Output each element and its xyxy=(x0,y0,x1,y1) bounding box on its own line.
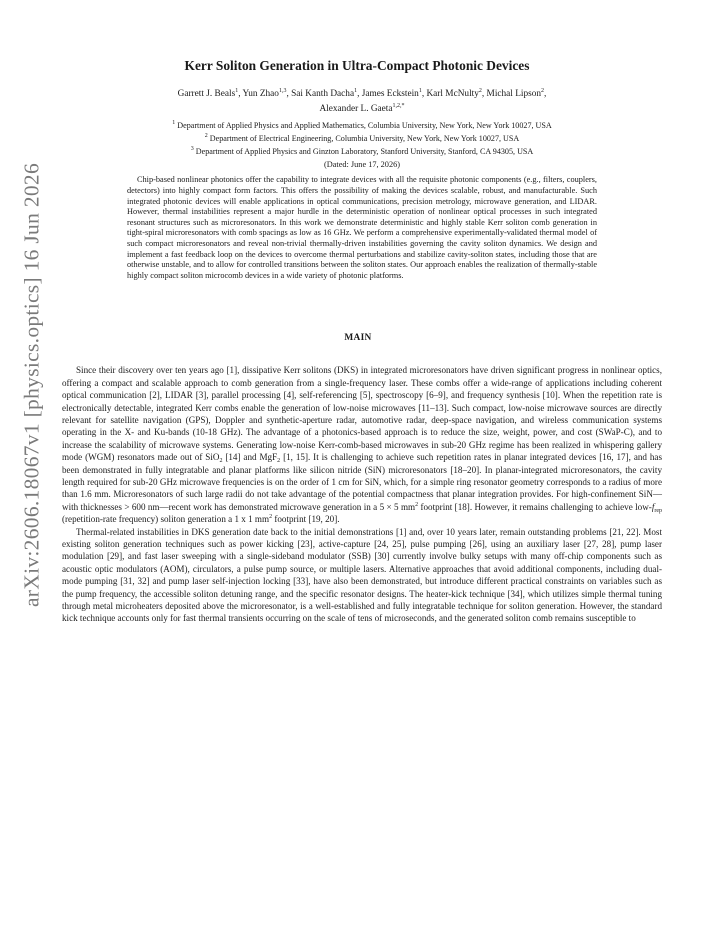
author: Garrett J. Beals$^1$ xyxy=(177,88,239,99)
paper-page xyxy=(62,58,662,625)
body-paragraph: Thermal-related instabilities in DKS generation date back to the initial demonstrations [1] and, over 10 years later, remain outstanding problems [21, 22]. Most existing soliton generation techniques such as power kicking [23], active-capture [24, 25], pulse pumping [26], using an auxiliary laser [27, 28], pump laser modulation [29], and fast laser sweeping with a single-sideband modulator (SSB) [30] currently involve bulky setups with many off-chip components such as acoustic optic modulators (AOM), circulators, a pulse pump source, or multiple lasers. Alternative approaches that avoid additional components, including dual-mode pumping [31, 32] and pump laser self-injection locking [33], have also been demonstrated, but introduce different practical constraints on variables such as the pump frequency, the accessible soliton detuning range, and the specific resonator designs. The heater-kick technique [34], which utilizes simple thermal tuning through metal microheaters deposited above the microresonator, is a well-established and fully integratable technique for soliton generation. However, the standard kick technique accounts only for fast thermal transients occurring on the scale of tens of microseconds, and the generated soliton comb remains susceptible to xyxy=(62,526,662,624)
dated-line: (Dated: June 17, 2026) xyxy=(323,160,401,170)
author-list: Garrett J. Beals$^1$, Yun Zhao$^{1,3}$, Sai Kanth Dacha$^1$, James Eckstein$^1$, Karl McNulty$^2$, Michal Lipson$^2$, Alexander L. Gaeta$^{1,2,*}$ xyxy=(177,88,547,114)
affiliation: $^2$ Department of Electrical Engineering, Columbia University, New York, New York 10027, USA xyxy=(204,132,520,143)
abstract: Chip-based nonlinear photonics offer the capability to integrate devices with all the requisite photonic components (e.g., filters, couplers, detectors) into highly compact form factors. This offers the possibility of making the devices scalable, robust, and manufacturable. Such integrated photonic devices will enable applications in optical communications, precision metrology, microwave generation, and LIDAR. However, thermal instabilities represent a major hurdle in the deterministic operation of nonlinear optical processes in such integrated resonant structures such as microresonators. In this work we demonstrate deterministic and highly stable Kerr soliton comb generation in tight-spiral microresonators with comb spacings as low as 16 GHz. We perform a comprehensive experimentally-validated thermal model of such compact microresonators and reveal non-trivial thermally-driven instabilities governing the cavity soliton dynamics. We design and implement a fast feedback loop on the devices to overcome thermal perturbations and stabilize cavity-soliton states, including those that are otherwise unstable, and to allow for controlled transitions between the soliton states. Our approach enables the realization of thermally-stable highly compact soliton microcomb devices in a wide variety of photonic platforms. xyxy=(127,175,597,280)
author: Karl McNulty$^2$ xyxy=(426,88,482,99)
author: Yun Zhao$^{1,3}$ xyxy=(242,88,287,99)
body-paragraph: Since their discovery over ten years ago [1], dissipative Kerr solitons (DKS) in integrated microresonators have driven significant progress in nonlinear optics, offering a compact and scalable approach to comb generation from a single-frequency laser. These combs offer a wide-range of applications including coherent optical communication [2], LIDAR [3], parallel processing [4], self-referencing [5], spectroscopy [6–9], and frequency synthesis [10]. When the repetition rate is electronically detectable, integrated Kerr combs enable the generation of low-noise microwaves [11–13]. Such compact, low-noise microwave sources are directly relevant for satellite navigation (GPS), Doppler and synthetic-aperture radar, automotive radar, deep-space navigation, and wireless communication systems operating in the X- and Ku-bands (10-18 GHz). The advantage of a photonics-based approach is to reduce the size, weight, power, and cost (SWaP-C), and to increase the scalability of microwave systems. Generating low-noise Kerr-comb-based microwaves in sub-20 GHz regime has been realized in whispering gallery mode (WGM) resonators made out of SiO$_2$ [14] and MgF$_2$ [1, 15]. It is challenging to achieve such repetition rates in planar integrated devices [16, 17], and has been demonstrated in fully integratable and planar platforms like silicon nitride (SiN) microresonators [18–20]. In planar-integrated microresonators, the cavity length required for sub-20 GHz microwave frequencies is on the order of 1 cm for SiN, which, for a simple ring resonator geometry corresponds to a radius of more than 1.6 mm. Microresonators of such large radii do not take advantage of the potential compactness that planar integration provides. For high-confinement SiN—with thicknesses > 600 nm—recent work has demonstrated microwave generation in a 5 × 5 $mm^2$ footprint [18]. However, it remains challenging to achieve low-$f_{rep}$ (repetition-rate frequency) soliton generation a 1 x 1 $mm^2$ footprint [19, 20]. xyxy=(62,365,663,525)
author: Michal Lipson$^2$ xyxy=(486,88,545,99)
arxiv-identifier: arXiv:2606.18067v1 [physics.optics] 16 Jun 2026 xyxy=(19,162,44,608)
author: Alexander L. Gaeta$^{1,2,*}$ xyxy=(319,102,405,114)
author: Sai Kanth Dacha$^1$ xyxy=(291,88,358,99)
arxiv-sidebar xyxy=(0,0,60,932)
paper-title: Kerr Soliton Generation in Ultra-Compact Photonic Devices xyxy=(184,58,530,73)
affiliation: $^3$ Department of Applied Physics and Ginzton Laboratory, Stanford University, Stanford, CA 94305, USA xyxy=(190,145,534,156)
author: James Eckstein$^1$ xyxy=(361,88,422,99)
section-heading: MAIN xyxy=(344,333,372,344)
affiliation: $^1$ Department of Applied Physics and Applied Mathematics, Columbia University, New York, New York 10027, USA xyxy=(172,120,552,130)
